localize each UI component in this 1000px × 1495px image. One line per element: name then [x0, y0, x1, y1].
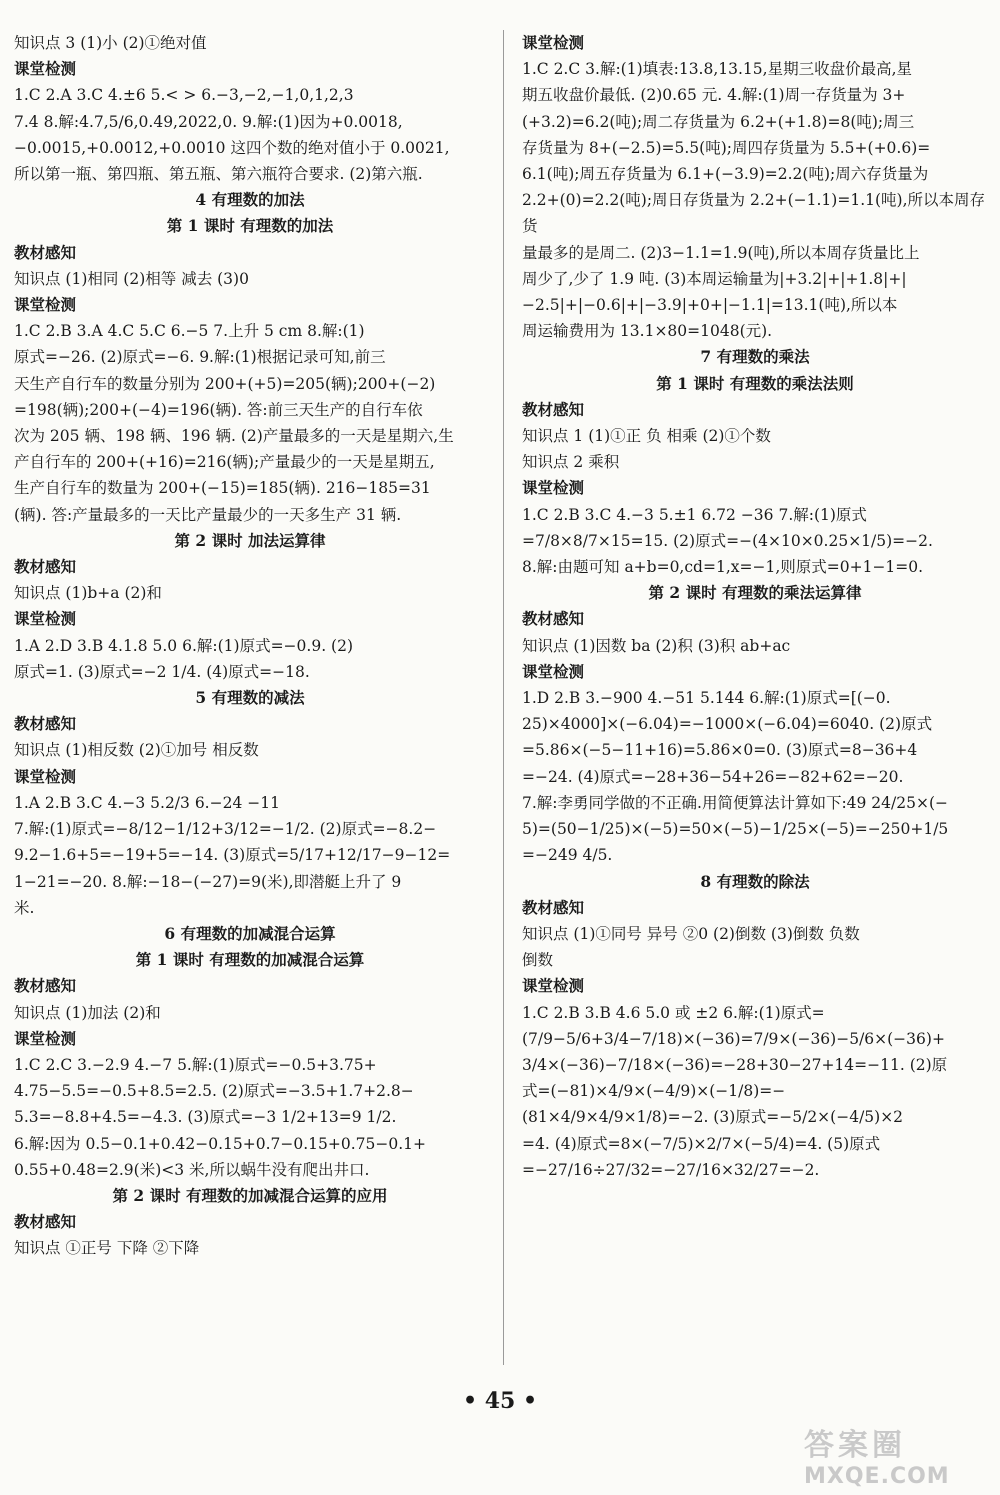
answer-line: 倒数 — [522, 951, 554, 970]
section-heading: 课堂检测 — [522, 661, 585, 681]
answer-line: 7.解:(1)原式=−8/12−1/12+3/12=−1/2. (2)原式=−8.2− — [14, 820, 437, 839]
section-heading: 课堂检测 — [14, 609, 77, 629]
answer-line: =4. (4)原式=8×(−7/5)×2/7×(−5/4)=4. (5)原式 — [522, 1134, 881, 1153]
section-title: 第 1 课时 有理数的乘法法则 — [656, 373, 854, 393]
section-title: 8 有理数的除法 — [700, 871, 810, 891]
answer-line: 5)=(50−1/25)×(−5)=50×(−5)−1/25×(−5)=−250+1/5 — [522, 820, 949, 839]
column-divider — [503, 30, 504, 1365]
section-heading: 课堂检测 — [14, 59, 77, 79]
answer-line: 知识点 ①正号 下降 ②下降 — [14, 1239, 200, 1258]
answer-line: 原式=−26. (2)原式=−6. 9.解:(1)根据记录可知,前三 — [14, 348, 386, 367]
answer-line: =−27/16÷27/32=−27/16×32/27=−2. — [522, 1160, 820, 1179]
section-heading: 教材感知 — [14, 242, 77, 262]
watermark-site: MXQE.COM — [804, 1464, 950, 1489]
section-title: 第 1 课时 有理数的加减混合运算 — [135, 950, 365, 970]
answer-line: 8.解:由题可知 a+b=0,cd=1,x=−1,则原式=0+1−1=0. — [522, 558, 924, 577]
answer-line: 1.C 2.A 3.C 4.±6 5.< > 6.−3,−2,−1,0,1,2,3 — [14, 86, 354, 105]
answer-line: 1.A 2.D 3.B 4.1.8 5.0 6.解:(1)原式=−0.9. (2) — [14, 636, 354, 655]
answer-line: 7.4 8.解:4.7,5/6,0.49,2022,0. 9.解:(1)因为+0.0018, — [14, 112, 403, 131]
answer-line: 6.解:因为 0.5−0.1+0.42−0.15+0.7−0.15+0.75−0.1+ — [14, 1134, 426, 1153]
section-heading: 课堂检测 — [14, 766, 77, 786]
answer-line: 知识点 (1)相反数 (2)①加号 相反数 — [14, 741, 259, 760]
answer-line: 4.75−5.5=−0.5+8.5=2.5. (2)原式=−3.5+1.7+2.8− — [14, 1082, 414, 1101]
answer-line: 知识点 2 乘积 — [522, 453, 620, 472]
right-column — [522, 30, 988, 1183]
section-heading: 课堂检测 — [14, 295, 77, 315]
section-title: 第 2 课时 有理数的乘法运算律 — [648, 583, 862, 603]
answer-line: (7/9−5/6+3/4−7/18)×(−36)=7/9×(−36)−5/6×(−36)+ — [522, 1029, 945, 1048]
section-title: 第 2 课时 加法运算律 — [174, 530, 326, 550]
section-heading: 教材感知 — [14, 557, 77, 577]
left-column — [14, 30, 486, 1262]
answer-line: =−249 4/5. — [522, 846, 613, 865]
answer-line: 知识点 1 (1)①正 负 相乘 (2)①个数 — [522, 427, 771, 446]
answer-line: 期五收盘价最低. (2)0.65 元. 4.解:(1)周一存货量为 3+ — [522, 86, 906, 105]
section-heading: 教材感知 — [522, 399, 585, 419]
answer-line: 知识点 (1)加法 (2)和 — [14, 1003, 161, 1022]
answer-line: 存货量为 8+(−2.5)=5.5(吨);周四存货量为 5.5+(+0.6)= — [522, 138, 931, 157]
answer-line: =198(辆);200+(−4)=196(辆). 答:前三天生产的自行车依 — [14, 400, 423, 419]
answer-line: 1.C 2.B 3.B 4.6 5.0 或 ±2 6.解:(1)原式= — [522, 1003, 825, 1022]
section-title: 第 2 课时 有理数的加减混合运算的应用 — [112, 1185, 388, 1205]
section-title: 5 有理数的减法 — [195, 688, 305, 708]
answer-line: 1.C 2.C 3.−2.9 4.−7 5.解:(1)原式=−0.5+3.75+ — [14, 1055, 377, 1074]
watermark-logo — [804, 1420, 982, 1488]
section-heading: 教材感知 — [14, 714, 77, 734]
answer-line: 1.C 2.B 3.C 4.−3 5.±1 6.72 −36 7.解:(1)原式 — [522, 505, 867, 524]
answer-line: 7.解:李勇同学做的不正确.用简便算法计算如下:49 24/25×(− — [522, 793, 949, 812]
answer-line: (81×4/9×4/9×1/8)=−2. (3)原式=−5/2×(−4/5)×2 — [522, 1108, 904, 1127]
section-heading: 课堂检测 — [522, 976, 585, 996]
section-heading: 教材感知 — [14, 976, 77, 996]
answer-line: 所以第一瓶、第四瓶、第五瓶、第六瓶符合要求. (2)第六瓶. — [14, 165, 423, 184]
answer-line: −0.0015,+0.0012,+0.0010 这四个数的绝对值小于 0.0021, — [14, 138, 450, 157]
answer-line: 生产自行车的数量为 200+(−15)=185(辆). 216−185=31 — [14, 479, 431, 498]
section-heading: 课堂检测 — [522, 478, 585, 498]
answer-line: 周少了,少了 1.9 吨. (3)本周运输量为|+3.2|+|+1.8|+| — [522, 269, 907, 288]
answer-line: 1.C 2.B 3.A 4.C 5.C 6.−5 7.上升 5 cm 8.解:(1) — [14, 322, 365, 341]
answer-line: =−24. (4)原式=−28+36−54+26=−82+62=−20. — [522, 767, 904, 786]
answer-line: 量最多的是周二. (2)3−1.1=1.9(吨),所以本周存货量比上 — [522, 243, 920, 262]
answer-line: 天生产自行车的数量分别为 200+(+5)=205(辆);200+(−2) — [14, 374, 436, 393]
answer-line: 9.2−1.6+5=−19+5=−14. (3)原式=5/17+12/17−9−12= — [14, 846, 451, 865]
answer-line: 知识点 (1)相同 (2)相等 减去 (3)0 — [14, 269, 249, 288]
answer-line: 3/4×(−36)−7/18×(−36)=−28+30−27+14=−11. (2)原 — [522, 1055, 948, 1074]
section-title: 6 有理数的加减混合运算 — [164, 923, 336, 943]
watermark-title: 答案圈 — [804, 1428, 906, 1463]
answer-line: 知识点 (1)因数 ba (2)积 (3)积 ab+ac — [522, 636, 791, 655]
section-title: 7 有理数的乘法 — [700, 347, 810, 367]
answer-line: 次为 205 辆、198 辆、196 辆. (2)产量最多的一天是星期六,生 — [14, 427, 454, 446]
answer-line: 1−21=−20. 8.解:−18−(−27)=9(米),即潜艇上升了 9 — [14, 872, 402, 891]
answer-line: 知识点 (1)①同号 异号 ②0 (2)倒数 (3)倒数 负数 — [522, 924, 860, 943]
answer-line: 2.2+(0)=2.2(吨);周日存货量为 2.2+(−1.1)=1.1(吨),所以本周存货 — [522, 191, 986, 236]
answer-line: (+3.2)=6.2(吨);周二存货量为 6.2+(+1.8)=8(吨);周三 — [522, 112, 915, 131]
answer-line: 1.A 2.B 3.C 4.−3 5.2/3 6.−24 −11 — [14, 793, 280, 812]
answer-line: 知识点 (1)b+a (2)和 — [14, 584, 162, 603]
answer-line: 1.C 2.C 3.解:(1)填表:13.8,13.15,星期三收盘价最高,星 — [522, 60, 913, 79]
answer-line: 6.1(吨);周五存货量为 6.1+(−3.9)=2.2(吨);周六存货量为 — [522, 165, 929, 184]
answer-line: 式=(−81)×4/9×(−4/9)×(−1/8)=− — [522, 1082, 786, 1101]
answer-line: 知识点 3 (1)小 (2)①绝对值 — [14, 34, 207, 52]
section-title: 第 1 课时 有理数的加法 — [166, 216, 334, 236]
section-title: 4 有理数的加法 — [195, 190, 305, 210]
answer-line: 米. — [14, 898, 35, 917]
section-heading: 教材感知 — [522, 897, 585, 917]
section-heading: 教材感知 — [522, 609, 585, 629]
answer-line: 0.55+0.48=2.9(米)<3 米,所以蜗牛没有爬出井口. — [14, 1160, 370, 1179]
page-number: • 45 • — [462, 1388, 538, 1414]
section-heading: 课堂检测 — [14, 1028, 77, 1048]
answer-line: 原式=1. (3)原式=−2 1/4. (4)原式=−18. — [14, 662, 310, 681]
answer-line: 周运输费用为 13.1×80=1048(元). — [522, 322, 773, 341]
answer-line: =7/8×8/7×15=15. (2)原式=−(4×10×0.25×1/5)=−2. — [522, 531, 933, 550]
answer-line: 25)×4000]×(−6.04)=−1000×(−6.04)=6040. (2)原式 — [522, 715, 933, 734]
section-heading: 教材感知 — [14, 1212, 77, 1232]
answer-line: −2.5|+|−0.6|+|−3.9|+0+|−1.1|=13.1(吨),所以本 — [522, 296, 898, 315]
section-heading: 课堂检测 — [522, 33, 585, 52]
answer-line: 产自行车的 200+(+16)=216(辆);产量最少的一天是星期五, — [14, 453, 435, 472]
answer-line: 1.D 2.B 3.−900 4.−51 5.144 6.解:(1)原式=[(−0. — [522, 689, 891, 708]
answer-line: =5.86×(−5−11+16)=5.86×0=0. (3)原式=8−36+4 — [522, 741, 918, 760]
answer-line: (辆). 答:产量最多的一天比产量最少的一天多生产 31 辆. — [14, 505, 402, 524]
answer-line: 5.3=−8.8+4.5=−4.3. (3)原式=−3 1/2+13=9 1/2. — [14, 1108, 397, 1127]
